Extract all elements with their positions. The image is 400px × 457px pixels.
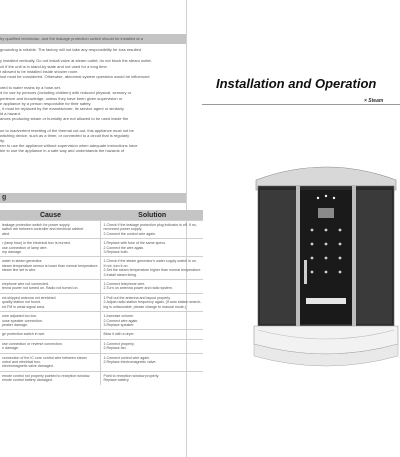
troubleshooting-header-band bbox=[0, 193, 186, 203]
cause-line: elephone wire not connected. bbox=[2, 282, 49, 287]
solution-cell bbox=[101, 353, 203, 371]
warning-line: ren to use the appliance without supervision when adequate instructions have bbox=[0, 143, 138, 149]
solution-line: 2.Adjust radio station frequency again. (If auto station search- bbox=[103, 300, 202, 305]
cause-cell bbox=[0, 312, 101, 330]
cause-line: ed FM in weak signal area. bbox=[2, 304, 45, 309]
solution-line: 1.Connect properly. bbox=[103, 341, 135, 346]
solution-line: 2.Set the steam temperature higher than normal temperature. bbox=[103, 268, 202, 273]
solution-line: Blow it with a dryer. bbox=[103, 332, 135, 337]
warning-line: witching device, such as a timer, or connected to a circuit that is regularly bbox=[0, 132, 130, 138]
solution-line: Replace battery. bbox=[103, 378, 130, 383]
cause-line: ontrol and electrical box. bbox=[2, 359, 41, 364]
table-row bbox=[0, 257, 203, 280]
cause-line: n damage. bbox=[2, 346, 19, 351]
solution-line: 1.Replace with fuse of the same specs. bbox=[103, 241, 167, 246]
solution-cell bbox=[101, 257, 203, 280]
cause-line: r (lamp fuse) in the electrical box is burned. bbox=[2, 241, 71, 246]
table-row bbox=[0, 339, 203, 353]
cause-cell bbox=[0, 353, 101, 371]
solution-line: 2.Connect the control wire again. bbox=[103, 231, 157, 236]
cause-line: ated. bbox=[2, 231, 10, 236]
cause-line: mp damage. bbox=[2, 250, 22, 255]
cause-line: electromagnetic valve damaged. bbox=[2, 364, 54, 369]
cause-line: ose connection of lamp wire. bbox=[2, 245, 48, 250]
table-row bbox=[0, 280, 203, 294]
solution-line: If not, turn it on. bbox=[103, 263, 129, 268]
cause-cell bbox=[0, 330, 101, 339]
installation-page bbox=[194, 0, 400, 457]
cause-line: steam temperature sensor is lower than normal temperature. bbox=[2, 263, 99, 268]
frame-post-right bbox=[352, 186, 356, 328]
control-panel bbox=[318, 208, 334, 218]
table-row bbox=[0, 293, 203, 311]
frame-post-left bbox=[296, 186, 300, 328]
solution-line: 1.Increase volume. bbox=[103, 314, 134, 319]
solution-cell bbox=[101, 293, 203, 311]
cause-line: steam line set is wire. bbox=[2, 268, 37, 273]
solution-line: 2.Turn on antenna power and radio system. bbox=[103, 286, 173, 291]
cause-line: switch are between controller and electrical cabinet bbox=[2, 227, 84, 232]
solution-line: 1.Connect telephone wire. bbox=[103, 282, 146, 287]
table-row bbox=[0, 239, 203, 257]
left-glass-panel bbox=[260, 190, 296, 324]
solution-cell bbox=[101, 239, 203, 257]
solution-line: 1.Connect control wire again. bbox=[103, 355, 151, 360]
warnings-text bbox=[0, 36, 184, 154]
shower-seat bbox=[306, 298, 346, 304]
warning-line: ances producing steam or humidity are not allowed to be used inside the bbox=[0, 116, 129, 122]
solution-cell bbox=[101, 221, 203, 239]
table-row bbox=[0, 371, 203, 384]
cause-line: connection of the IC core control wire between steam bbox=[2, 355, 87, 360]
right-glass-panel bbox=[356, 190, 392, 324]
page-title: Installation and Operation bbox=[216, 76, 377, 91]
warning-line: perience and knowledge, unless they have been given supervision or bbox=[0, 95, 123, 101]
troubleshooting-table bbox=[0, 210, 203, 385]
warning-line: ble to use the appliance in a safe way and understands the hazards of bbox=[0, 148, 125, 154]
cause-column-header: Cause bbox=[0, 210, 101, 221]
cause-line: tenna power not turned on. Radio not turned on. bbox=[2, 286, 79, 291]
solution-line: 3.Replace speaker. bbox=[103, 322, 135, 327]
table-row bbox=[0, 221, 203, 239]
warning-line: ch if the unit is in stand-by state and not used for a long time. bbox=[0, 63, 108, 69]
warning-line: d for use by persons (including children) with reduced physical, sensory or bbox=[0, 90, 132, 96]
brand-label: × Steam bbox=[364, 98, 384, 104]
cause-cell bbox=[0, 339, 101, 353]
warning-line: t allowed to be installed inside shower room. bbox=[0, 68, 79, 74]
cause-cell bbox=[0, 221, 101, 239]
troubleshooting-section-title: g bbox=[2, 194, 7, 201]
solution-line: 2.Connect wire again. bbox=[103, 318, 139, 323]
solution-line: 1.Check if the leakage protection plug indicator is off. If no, bbox=[103, 223, 197, 227]
warning-line: , it must be replaced by the manufacturer, its service agent or similarly bbox=[0, 106, 124, 112]
title-rule bbox=[202, 104, 400, 105]
solution-line: 2.Replace fan. bbox=[103, 346, 127, 351]
cause-line: ose connection or reverse connection. bbox=[2, 341, 63, 346]
cause-cell bbox=[0, 371, 101, 384]
warning-line: e appliance by a person responsible for their safety. bbox=[0, 100, 92, 106]
cause-cell bbox=[0, 257, 101, 280]
cause-line: ed-shipped antenna not stretched. bbox=[2, 295, 57, 300]
solution-column-header: Solution bbox=[101, 210, 203, 221]
handheld-shower bbox=[304, 260, 307, 284]
steam-shower-illustration bbox=[252, 150, 400, 400]
cause-line: ge protection switch in wet. bbox=[2, 332, 46, 337]
solution-cell bbox=[101, 330, 203, 339]
table-row bbox=[0, 353, 203, 371]
cause-cell bbox=[0, 239, 101, 257]
table-row bbox=[0, 312, 203, 330]
warning-line: id a hazard. bbox=[0, 111, 21, 117]
solution-line: reconnect power supply. bbox=[103, 227, 143, 232]
solution-line: 3.Install steam lining. bbox=[103, 272, 138, 277]
warning-line: ity. bbox=[0, 138, 5, 144]
warning-line: lost must be considered. Otherwise, abnormal system operation would be influenced bbox=[0, 74, 150, 80]
solution-line: 1.Pull out the antenna and layout properly. bbox=[103, 295, 171, 300]
cause-line: emote control battery damaged. bbox=[2, 378, 53, 383]
warning-line: y installed vertically. Do not install valve at steam outlet; do not block the steam outlet. bbox=[0, 58, 152, 64]
warning-line: cted to water mains by a hose-set. bbox=[0, 85, 61, 91]
cause-line: oose speaker connection. bbox=[2, 318, 43, 323]
solution-cell bbox=[101, 339, 203, 353]
solution-line: 3.Replace bulb. bbox=[103, 250, 129, 255]
warning-line: by qualified technician, and the leakage protection switch should be installed at a bbox=[0, 36, 143, 41]
cause-cell bbox=[0, 293, 101, 311]
cause-line: quality station not found. bbox=[2, 300, 41, 305]
warning-line: ue to inadvertent resetting of the thermal cut-out, this appliance must not be bbox=[0, 127, 134, 133]
solution-cell bbox=[101, 312, 203, 330]
solution-line: 1.Check if the steam generator's water supply switch is on. bbox=[103, 259, 197, 264]
solution-line: Point to reception window properly. bbox=[103, 373, 160, 378]
cause-line: water in steam generator. bbox=[2, 259, 43, 264]
cause-line: emote control not properly pointed to reception window. bbox=[2, 373, 91, 378]
cause-line: peaker damage. bbox=[2, 322, 28, 327]
cause-line: leakage protection switch for power supply bbox=[2, 223, 70, 227]
warning-line: grounding is reliable. The factory will not take any responsibility for loss resulted bbox=[0, 47, 142, 53]
cause-line: ume adjusted too low. bbox=[2, 314, 37, 319]
solution-cell bbox=[101, 371, 203, 384]
solution-line: 2.Connect the wire again. bbox=[103, 245, 145, 250]
solution-line: ing is unfavorable, please change to manual mode.) bbox=[103, 304, 186, 309]
table-row bbox=[0, 330, 203, 339]
solution-line: 2.Replace electromagnetic valve. bbox=[103, 359, 157, 364]
cause-cell bbox=[0, 280, 101, 294]
solution-cell bbox=[101, 280, 203, 294]
